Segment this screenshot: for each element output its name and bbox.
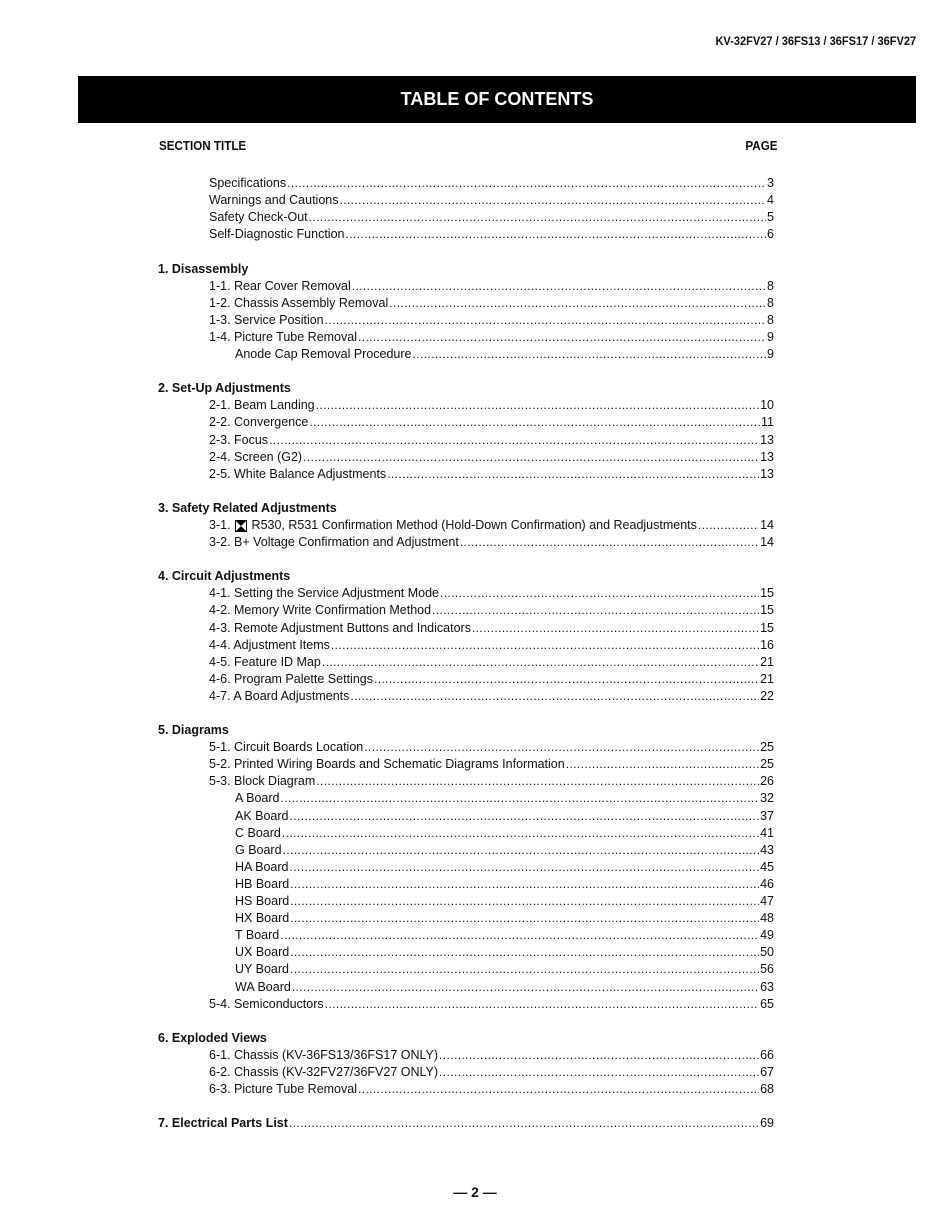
toc-entry-label: Self-Diagnostic Function	[209, 227, 345, 242]
toc-entry[interactable]	[158, 600, 774, 617]
toc-entry-label: HA Board	[235, 859, 289, 874]
toc-entry[interactable]	[158, 327, 774, 344]
toc-entry-label: 2-4. Screen (G2)	[209, 449, 303, 464]
toc-entry-label: 4-6. Program Palette Settings	[209, 671, 373, 686]
dot-leader	[280, 928, 759, 942]
toc-entry-label: 4-1. Setting the Service Adjustment Mode	[209, 586, 439, 601]
toc-entry-label: 4-7. A Board Adjustments	[209, 688, 350, 703]
toc-entry[interactable]	[158, 190, 774, 207]
dot-leader	[325, 313, 766, 327]
toc-entry[interactable]	[158, 840, 774, 857]
toc-entry-label: 3-1.	[209, 517, 231, 532]
toc-entry-label: AK Board	[235, 808, 289, 823]
toc-entry[interactable]	[158, 635, 774, 652]
dot-leader	[316, 774, 759, 788]
toc-entry[interactable]	[158, 754, 774, 771]
toc-entry-page: 15	[760, 620, 774, 635]
dot-leader	[698, 518, 759, 532]
toc-entry[interactable]	[158, 669, 774, 686]
toc-entry-page: 21	[760, 671, 774, 686]
toc-entry-page: 47	[760, 894, 774, 909]
toc-entry[interactable]	[158, 344, 774, 361]
toc-entry[interactable]	[158, 515, 774, 532]
toc-section-heading[interactable]	[158, 378, 774, 395]
toc-entry[interactable]	[158, 994, 774, 1011]
toc-entry[interactable]	[158, 1062, 774, 1079]
toc-entry-label: Warnings and Cautions	[209, 193, 339, 208]
toc-entry-label: 6-2. Chassis (KV-32FV27/36FV27 ONLY)	[209, 1064, 439, 1079]
page-number: — 2 —	[453, 1184, 497, 1200]
toc-entry-page: 13	[760, 432, 774, 447]
page-column-header: PAGE	[744, 139, 777, 153]
toc-entry[interactable]	[158, 874, 774, 891]
dot-leader	[413, 347, 767, 361]
toc-entry[interactable]	[158, 942, 774, 959]
toc-entry-page: 65	[760, 996, 774, 1011]
toc-entry-label: A Board	[235, 791, 280, 806]
toc-entry-label: 5-4. Semiconductors	[209, 996, 324, 1011]
toc-entry-page: 69	[760, 1116, 774, 1131]
toc-entry[interactable]	[158, 412, 774, 429]
dot-leader	[290, 911, 759, 925]
toc-entry-label: 1-3. Service Position	[209, 312, 324, 327]
toc-entry-label: 2-5. White Balance Adjustments	[209, 466, 387, 481]
toc-entry-page: 26	[760, 774, 774, 789]
toc-entry-label: 6. Exploded Views	[158, 1030, 267, 1045]
dot-leader	[432, 603, 759, 617]
toc-entry[interactable]	[158, 583, 774, 600]
dot-leader	[345, 227, 766, 241]
toc-entry-label: 5-3. Block Diagram	[209, 774, 316, 789]
dot-leader	[290, 809, 760, 823]
toc-entry-page: 9	[767, 347, 774, 362]
model-number-header: KV-32FV27 / 36FS13 / 36FS17 / 36FV27	[715, 34, 916, 48]
toc-entry-page: 8	[767, 278, 774, 293]
dot-leader	[352, 279, 766, 293]
toc-entry[interactable]	[158, 788, 774, 805]
toc-entry-page: 49	[760, 928, 774, 943]
toc-entry-page: 8	[767, 312, 774, 327]
toc-entry-label: 3-2. B+ Voltage Confirmation and Adjustment	[209, 535, 459, 550]
toc-entry-label: Anode Cap Removal Procedure	[235, 347, 412, 362]
dot-leader	[358, 330, 766, 344]
dot-leader	[460, 535, 759, 549]
toc-entry-label: 1-2. Chassis Assembly Removal	[209, 295, 389, 310]
toc-entry-label: 2-3. Focus	[209, 432, 269, 447]
dot-leader	[331, 638, 759, 652]
toc-entry-page: 63	[760, 979, 774, 994]
dot-leader	[287, 176, 766, 190]
dot-leader	[439, 1048, 759, 1062]
toc-entry-page: 25	[760, 740, 774, 755]
dot-leader	[439, 1065, 759, 1079]
toc-entry[interactable]	[158, 925, 774, 942]
toc-entry-label: 4-5. Feature ID Map	[209, 654, 321, 669]
dot-leader	[325, 997, 759, 1011]
toc-entry-label: 2-2. Convergence	[209, 415, 309, 430]
toc-entry-label: C Board	[235, 825, 281, 840]
toc-entry-page: 10	[760, 398, 774, 413]
title-bar	[78, 76, 916, 123]
toc-section-heading[interactable]	[158, 720, 774, 737]
toc-entry-page: 14	[760, 517, 774, 532]
toc-entry-page: 37	[760, 808, 774, 823]
toc-entry[interactable]	[158, 686, 774, 703]
toc-entry-label: 5-1. Circuit Boards Location	[209, 740, 364, 755]
toc-entry-page: 68	[760, 1082, 774, 1097]
dot-leader	[339, 193, 766, 207]
toc-entry-page: 67	[760, 1064, 774, 1079]
toc-entry-label: 5. Diagrams	[158, 723, 229, 738]
dot-leader	[316, 398, 759, 412]
dot-leader	[472, 621, 759, 635]
dot-leader	[374, 672, 759, 686]
toc-entry-label: G Board	[235, 842, 282, 857]
dot-leader	[269, 433, 759, 447]
dot-leader	[290, 945, 759, 959]
toc-entry[interactable]	[158, 891, 774, 908]
toc-entry-page: 9	[767, 329, 774, 344]
dot-leader	[289, 1116, 759, 1130]
toc-entry[interactable]	[158, 207, 774, 224]
toc-entry-page: 5	[767, 210, 774, 225]
dot-leader	[290, 860, 760, 874]
toc-entry[interactable]	[158, 737, 774, 754]
dot-leader	[290, 962, 759, 976]
toc-entry-page: 43	[760, 842, 774, 857]
toc-entry[interactable]	[158, 447, 774, 464]
dot-leader	[283, 843, 760, 857]
toc-entry-page: 21	[760, 654, 774, 669]
toc-entry[interactable]	[158, 310, 774, 327]
toc-entry-page: 11	[761, 415, 774, 430]
toc-entry[interactable]	[158, 959, 774, 976]
toc-entry-label-continued: R530, R531 Confirmation Method (Hold-Down Confirmation) and Readjustments	[251, 517, 697, 532]
section-title-column-header: SECTION TITLE	[159, 139, 247, 153]
toc-entry-page: 4	[767, 193, 774, 208]
toc-entry-page: 16	[760, 637, 774, 652]
toc-entry[interactable]	[158, 805, 774, 822]
dot-leader	[282, 826, 759, 840]
toc-entry[interactable]	[158, 173, 774, 190]
safety-mark-icon	[235, 520, 247, 532]
toc-entry-page: 8	[767, 295, 774, 310]
toc-entry-page: 22	[760, 688, 774, 703]
toc-entry-page: 6	[767, 227, 774, 242]
dot-leader	[309, 415, 760, 429]
toc-entry[interactable]	[158, 293, 774, 310]
toc-entry-label: HS Board	[235, 894, 290, 909]
toc-entry-label: 2. Set-Up Adjustments	[158, 381, 291, 396]
toc-entry-page: 46	[760, 876, 774, 891]
toc-entry[interactable]	[158, 276, 774, 293]
toc-entry-page: 15	[760, 586, 774, 601]
dot-leader	[322, 655, 759, 669]
toc-entry-label: Specifications	[209, 176, 287, 191]
toc-entry[interactable]	[158, 976, 774, 993]
toc-section-heading[interactable]	[158, 1113, 774, 1130]
toc-entry-label: 2-1. Beam Landing	[209, 398, 315, 413]
toc-entry-page: 32	[760, 791, 774, 806]
toc-entry-label: HB Board	[235, 876, 290, 891]
toc-entry-label: UX Board	[235, 945, 290, 960]
toc-entry-label: 5-2. Printed Wiring Boards and Schematic Diagrams Information	[209, 757, 565, 772]
toc-entry-page: 48	[760, 911, 774, 926]
toc-entry-label: 4-4. Adjustment Items	[209, 637, 330, 652]
toc-section-heading[interactable]	[158, 258, 774, 275]
dot-leader	[290, 894, 759, 908]
toc-entry-page: 45	[760, 859, 774, 874]
toc-entry[interactable]	[158, 224, 774, 241]
toc-entry-page: 56	[760, 962, 774, 977]
dot-leader	[440, 586, 759, 600]
dot-leader	[387, 467, 759, 481]
dot-leader	[309, 210, 766, 224]
toc-entry-page: 13	[760, 466, 774, 481]
toc-entry[interactable]	[158, 395, 774, 412]
toc-entry[interactable]	[158, 429, 774, 446]
toc-entry[interactable]	[158, 532, 774, 549]
toc-entry-label: 4-2. Memory Write Confirmation Method	[209, 603, 432, 618]
toc-entry-label: 4. Circuit Adjustments	[158, 569, 291, 584]
dot-leader	[280, 791, 759, 805]
toc-entry[interactable]	[158, 464, 774, 481]
page-title: TABLE OF CONTENTS	[400, 89, 594, 109]
toc-entry-label: 1-1. Rear Cover Removal	[209, 278, 351, 293]
dot-leader	[290, 877, 759, 891]
toc-entry-page: 3	[767, 176, 774, 191]
toc-entry-page: 25	[760, 757, 774, 772]
toc-entry[interactable]	[158, 908, 774, 925]
dot-leader	[292, 980, 759, 994]
dot-leader	[364, 740, 759, 754]
toc-entry-label: 1. Disassembly	[158, 261, 249, 276]
toc-entry-label: 7. Electrical Parts List	[158, 1116, 288, 1131]
toc-entry[interactable]	[158, 823, 774, 840]
toc-entry-page: 14	[760, 535, 774, 550]
toc-entry-label: T Board	[235, 928, 280, 943]
toc-entry-label: 6-1. Chassis (KV-36FS13/36FS17 ONLY)	[209, 1047, 439, 1062]
toc-entry-page: 13	[760, 449, 774, 464]
toc-entry[interactable]	[158, 652, 774, 669]
toc-section-heading[interactable]	[158, 1028, 774, 1045]
toc-entry-label: Safety Check-Out	[209, 210, 308, 225]
toc-entry-label: 6-3. Picture Tube Removal	[209, 1082, 357, 1097]
dot-leader	[358, 1082, 759, 1096]
toc-entry-page: 41	[760, 825, 774, 840]
toc-entry[interactable]	[158, 857, 774, 874]
toc-entry-label: WA Board	[235, 979, 291, 994]
toc-entry[interactable]	[158, 1045, 774, 1062]
toc-entry-label: UY Board	[235, 962, 289, 977]
toc-entry-label: 1-4. Picture Tube Removal	[209, 329, 357, 344]
table-of-contents	[158, 173, 774, 1130]
toc-section-heading[interactable]	[158, 498, 774, 515]
toc-entry-page: 50	[760, 945, 774, 960]
dot-leader	[566, 757, 759, 771]
toc-entry-label: HX Board	[235, 911, 290, 926]
dot-leader	[350, 689, 759, 703]
dot-leader	[303, 450, 759, 464]
toc-entry[interactable]	[158, 1079, 774, 1096]
toc-entry[interactable]	[158, 771, 774, 788]
toc-entry-label: 3. Safety Related Adjustments	[158, 500, 337, 515]
dot-leader	[389, 296, 766, 310]
toc-entry[interactable]	[158, 617, 774, 634]
toc-section-heading[interactable]	[158, 566, 774, 583]
toc-entry-page: 66	[760, 1047, 774, 1062]
toc-entry-label: 4-3. Remote Adjustment Buttons and Indicators	[209, 620, 471, 635]
toc-entry-page: 15	[760, 603, 774, 618]
